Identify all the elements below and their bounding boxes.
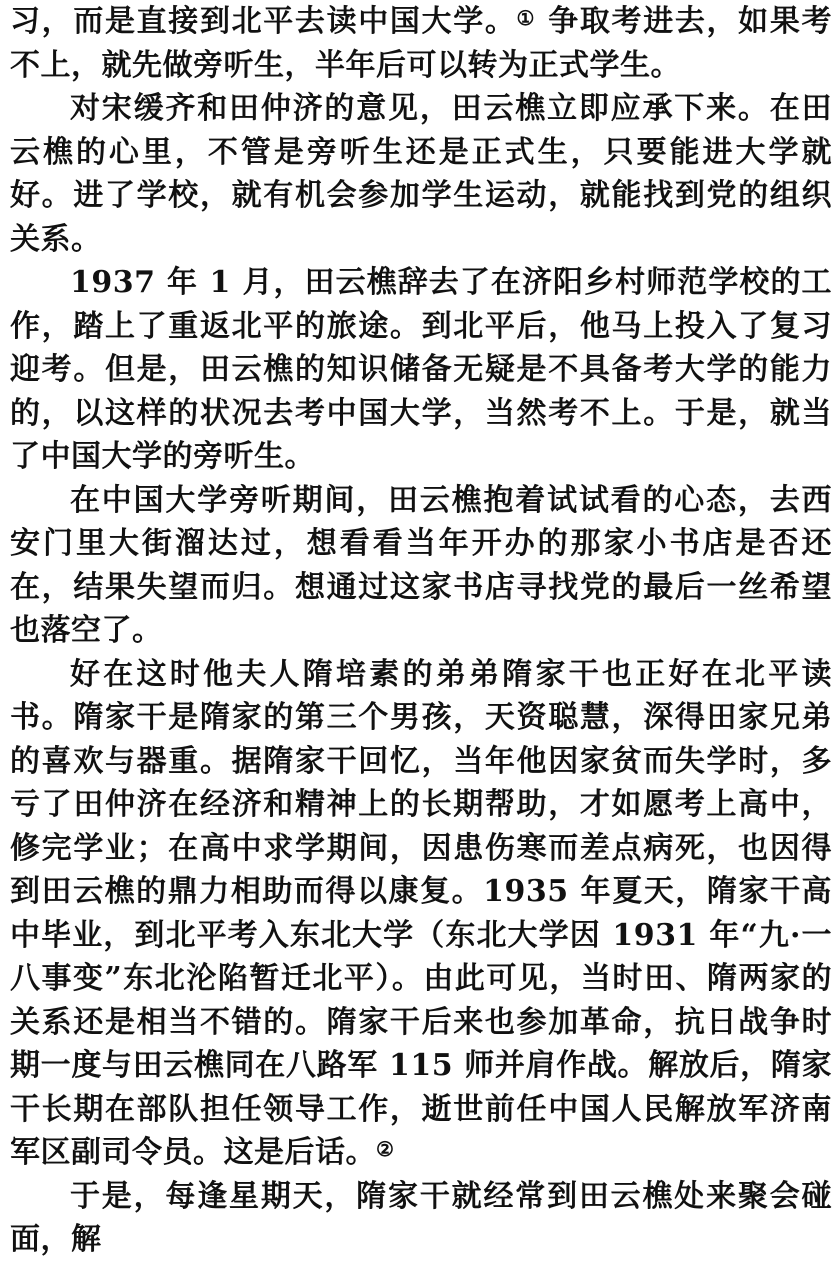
paragraph-3-text: 1937 年 1 月，田云樵辞去了在济阳乡村师范学校的工作，踏上了重返北平的旅途。到北平后，他马上投入了复习迎考。但是，田云樵的知识储备无疑是不具备考大学的能力的，以这样的状况去考中国大学，当然考不上。于是，就当了中国大学的旁听生。 <box>10 265 832 474</box>
paragraph-6 <box>10 1175 832 1262</box>
paragraph-3 <box>10 261 832 479</box>
paragraph-4-text: 在中国大学旁听期间，田云樵抱着试试看的心态，去西安门里大街溜达过，想看看当年开办的那家小书店是否还在，结果失望而归。想通过这家书店寻找党的最后一丝希望也落空了。 <box>10 482 832 648</box>
paragraph-2 <box>10 87 832 261</box>
document-page <box>10 0 832 1262</box>
paragraph-6-text: 于是，每逢星期天，隋家干就经常到田云樵处来聚会碰面，解 <box>10 1178 832 1257</box>
footnote-marker-2: ② <box>376 1137 395 1161</box>
paragraph-5 <box>10 653 832 1175</box>
paragraph-5-text: 好在这时他夫人隋培素的弟弟隋家干也正好在北平读书。隋家干是隋家的第三个男孩，天资聪慧，深得田家兄弟的喜欢与器重。据隋家干回忆，当年他因家贫而失学时，多亏了田仲济在经济和精神上的长期帮助，才如愿考上高中，修完学业；在高中求学期间，因患伤寒而差点病死，也因得到田云樵的鼎力相助而得以康复。1935 年夏天，隋家干高中毕业，到北平考入东北大学（东北大学因 1931 年“九·一八事变”东北沦陷暂迁北平）。由此可见，当时田、隋两家的关系还是相当不错的。隋家干后来也参加革命，抗日战争时期一度与田云樵同在八路军 115 师并肩作战。解放后，隋家干长期在部队担任领导工作，逝世前任中国人民解放军济南军区副司令员。这是后话。 <box>10 656 832 1170</box>
paragraph-1-tail: 争取考进去，如果考不上，就先做旁听生，半年后可以转为正式学生。 <box>10 4 832 83</box>
paragraph-1-text: 习，而是直接到北平去读中国大学。 <box>10 4 517 39</box>
paragraph-2-text: 对宋缓齐和田仲济的意见，田云樵立即应承下来。在田云樵的心里，不管是旁听生还是正式生，只要能进大学就好。进了学校，就有机会参加学生运动，就能找到党的组织关系。 <box>10 91 832 257</box>
paragraph-4 <box>10 479 832 653</box>
footnote-marker-1: ① <box>516 6 537 30</box>
paragraph-1 <box>10 0 832 87</box>
